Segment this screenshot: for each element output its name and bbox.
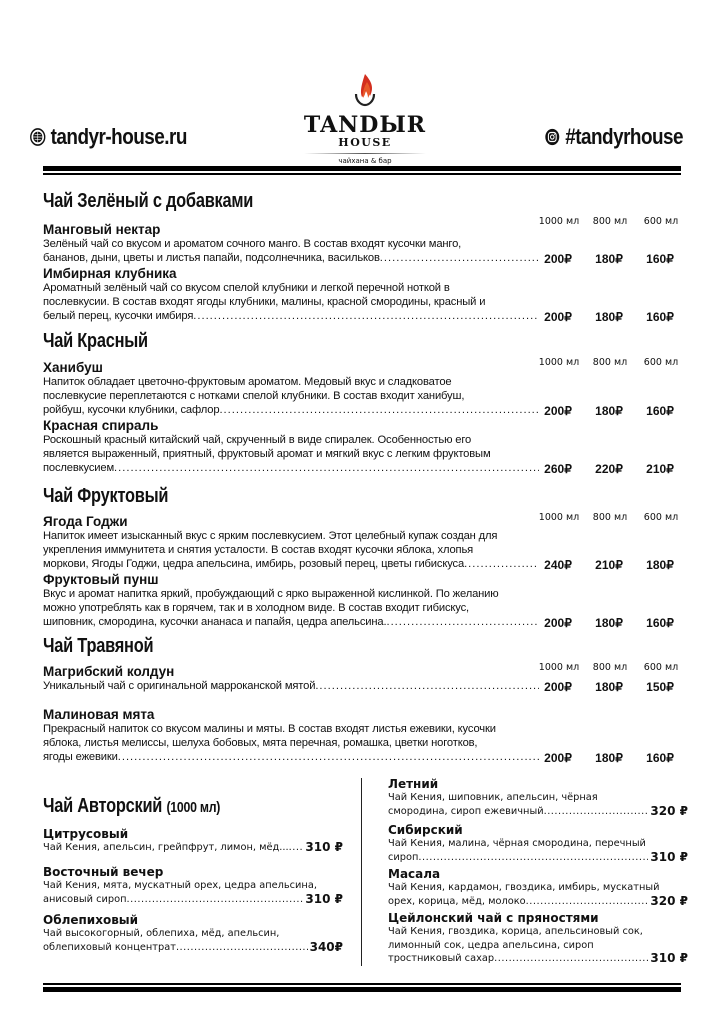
- description-line: Чай Кения, шиповник, апельсин, чёрная: [388, 792, 598, 803]
- author-item: [388, 823, 688, 864]
- size-label: 1000 мл: [538, 216, 580, 227]
- menu-item: [43, 664, 683, 693]
- menu-item: [43, 514, 683, 571]
- price-800ml: 180₽: [595, 310, 623, 324]
- description-line: послевкусие переплетаются с нотками спелой клубники. В состав входит ханибуш,: [43, 390, 465, 402]
- description-line: укрепления иммунитета и снятия усталости. В состав входят кусочки яблока, хлопья: [43, 544, 474, 556]
- author-item: [388, 777, 688, 818]
- dot-leader: [176, 941, 308, 955]
- item-description: [43, 679, 543, 693]
- price-800ml: 180₽: [595, 751, 623, 765]
- item-prices: [535, 252, 683, 266]
- instagram-link[interactable]: [544, 124, 683, 150]
- description-text: тростниковый сахар: [388, 953, 495, 964]
- description-last-line: [43, 309, 539, 323]
- menu-header: [0, 0, 723, 178]
- author-item-name: Цитрусовый: [43, 827, 129, 841]
- item-name: Ягода Годжи: [43, 514, 128, 529]
- author-item-name: Восточный вечер: [43, 865, 164, 879]
- menu-item: [43, 360, 683, 417]
- item-prices: [535, 462, 683, 476]
- size-label: 800 мл: [592, 357, 628, 368]
- price-1000ml: 200₽: [544, 310, 572, 324]
- footer-divider-thick: [43, 987, 681, 992]
- price-1000ml: 200₽: [544, 751, 572, 765]
- dot-leader: [526, 895, 649, 909]
- item-name: Ханибуш: [43, 360, 103, 375]
- item-prices: [535, 680, 683, 694]
- author-item-description: [43, 841, 343, 855]
- author-item-description: [43, 927, 343, 954]
- size-label: 600 мл: [643, 216, 679, 227]
- description-text: орех, корица, мёд, молоко: [388, 895, 526, 907]
- dot-leader: [127, 893, 304, 907]
- price-600ml: 180₽: [646, 558, 674, 572]
- section-title: Чай Зелёный с добавками: [43, 190, 254, 212]
- item-description: [43, 433, 543, 475]
- price-1000ml: 200₽: [544, 404, 572, 418]
- description-line: Чай Кения, малина, чёрная смородина, перечный: [388, 838, 646, 849]
- description-text: послевкусием: [43, 462, 115, 474]
- description-line: Чай Кения, гвоздика, корица, апельсиновый сок,: [388, 926, 643, 937]
- price-800ml: 180₽: [595, 404, 623, 418]
- item-name: Имбирная клубника: [43, 266, 177, 281]
- price-600ml: 160₽: [646, 616, 674, 630]
- dot-leader: [494, 952, 648, 966]
- author-item-price: 310 ₽: [650, 951, 688, 965]
- menu-item: [43, 707, 683, 764]
- size-label: 600 мл: [643, 662, 679, 673]
- price-600ml: 210₽: [646, 462, 674, 476]
- item-description: [43, 587, 543, 629]
- item-description: [43, 529, 543, 571]
- description-text: ройбуш, кусочки клубники, сафлор: [43, 404, 220, 416]
- description-last-line: [43, 251, 539, 265]
- logo-house: HOUSE: [338, 136, 392, 149]
- price-800ml: 180₽: [595, 252, 623, 266]
- item-prices: [535, 751, 683, 765]
- description-last-line: [43, 679, 539, 693]
- description-last-line: [388, 805, 688, 819]
- author-title: Чай Авторский: [43, 795, 163, 817]
- description-last-line: [43, 841, 343, 855]
- description-text: белый перец, кусочки имбиря: [43, 310, 194, 322]
- description-line: яблока, листья мелиссы, шелуха бобовых, мята перечная, ромашка, цветки ноготков,: [43, 737, 478, 749]
- size-label: 600 мл: [643, 357, 679, 368]
- item-description: [43, 722, 543, 764]
- price-600ml: 160₽: [646, 252, 674, 266]
- menu-item: [43, 572, 683, 629]
- logo: [300, 72, 430, 166]
- price-1000ml: 200₽: [544, 252, 572, 266]
- price-1000ml: 200₽: [544, 616, 572, 630]
- price-800ml: 220₽: [595, 462, 623, 476]
- author-item-description: [43, 879, 343, 906]
- author-item-price: 310 ₽: [305, 891, 343, 906]
- section-title-author: [43, 795, 220, 818]
- description-line: является выраженный, приятный, фруктовый аромат и мягкий вкус с легким фруктовым: [43, 448, 491, 460]
- size-label: 800 мл: [592, 512, 628, 523]
- item-description: [43, 375, 543, 417]
- author-item-description: [388, 837, 688, 864]
- size-label: 1000 мл: [538, 662, 580, 673]
- item-prices: [535, 616, 683, 630]
- dot-leader: [289, 841, 304, 855]
- author-item-name: Цейлонский чай с пряностями: [388, 911, 599, 925]
- header-divider-thick: [43, 166, 681, 171]
- menu-item: [43, 266, 683, 323]
- logo-tagline: чайхана & бар: [338, 157, 392, 165]
- dot-leader: [219, 403, 539, 417]
- section-title: Чай Травяной: [43, 635, 154, 657]
- item-name: Малиновая мята: [43, 707, 155, 722]
- description-text: бананов, дыни, цветы и листья папайи, подсолнечника, васильков: [43, 252, 380, 264]
- description-last-line: [388, 952, 688, 966]
- header-divider-thin: [43, 173, 681, 175]
- dot-leader: [544, 805, 649, 819]
- description-last-line: [43, 557, 539, 571]
- menu-item: [43, 222, 683, 265]
- description-last-line: [43, 893, 343, 907]
- website-link[interactable]: [30, 124, 187, 150]
- price-600ml: 160₽: [646, 751, 674, 765]
- section-title: Чай Красный: [43, 330, 148, 352]
- author-item: [388, 911, 688, 966]
- dot-leader: [380, 251, 539, 265]
- price-1000ml: 240₽: [544, 558, 572, 572]
- description-last-line: [388, 851, 688, 865]
- item-name: Магрибский колдун: [43, 664, 175, 679]
- author-title-note: (1000 мл): [166, 799, 221, 816]
- author-item-price: 310 ₽: [305, 840, 343, 854]
- price-600ml: 160₽: [646, 310, 674, 324]
- author-item-name: Масала: [388, 867, 441, 881]
- item-description: [43, 237, 543, 265]
- author-item-price: 320 ₽: [650, 893, 688, 908]
- description-line: Зелёный чай со вкусом и ароматом сочного манго. В состав входят кусочки манго,: [43, 238, 462, 250]
- size-label: 1000 мл: [538, 357, 580, 368]
- item-name: Манговый нектар: [43, 222, 161, 237]
- item-name: Красная спираль: [43, 418, 159, 433]
- dot-leader: [386, 615, 539, 629]
- description-last-line: [43, 750, 539, 764]
- description-line: можно употреблять как в горячем, так и в холодном виде. В состав входит гибискус,: [43, 602, 469, 614]
- description-text: смородина, сироп ежевичный: [388, 805, 544, 817]
- author-item-name: Сибирский: [388, 823, 463, 837]
- description-last-line: [43, 941, 343, 955]
- description-line: лимонный сок, цедра апельсина, сироп: [388, 939, 594, 951]
- author-item: [43, 827, 343, 855]
- author-item-price: 310 ₽: [650, 849, 688, 864]
- description-text: Уникальный чай с оригинальной марроканской мятой: [43, 680, 316, 692]
- price-600ml: 160₽: [646, 404, 674, 418]
- size-label: 800 мл: [592, 216, 628, 227]
- logo-brand: TANDЫR: [303, 112, 427, 138]
- size-label: 600 мл: [643, 512, 679, 523]
- description-text: сироп: [388, 851, 419, 863]
- size-label: 1000 мл: [538, 512, 580, 523]
- menu-item: [43, 418, 683, 475]
- author-item-price: 340₽: [309, 939, 343, 954]
- instagram-icon: [544, 128, 559, 146]
- description-line: Напиток обладает цветочно-фруктовым ароматом. Медовый вкус и сладковатое: [43, 376, 452, 388]
- price-800ml: 180₽: [595, 680, 623, 694]
- description-text: ягоды ежевики: [43, 751, 118, 763]
- item-prices: [535, 404, 683, 418]
- dot-leader: [114, 461, 539, 475]
- description-line: послевкусии. В состав входят ягоды клубники, малины, красной смородины, красный и: [43, 296, 486, 308]
- description-line: Чай высокогорный, облепиха, мёд, апельсин,: [43, 928, 280, 939]
- description-text: облепиховый концентрат: [43, 941, 176, 953]
- description-line: Ароматный зелёный чай со вкусом спелой клубники и легкой перечной ноткой в: [43, 282, 450, 294]
- item-prices: [535, 310, 683, 324]
- description-text: анисовый сироп: [43, 893, 127, 905]
- description-line: Чай Кения, мята, мускатный орех, цедра апельсина,: [43, 880, 317, 891]
- description-text: шиповник, смородина, кусочки ананаса и папайя, цедра апельсина.: [43, 616, 387, 628]
- logo-rule: [304, 153, 426, 154]
- description-last-line: [43, 403, 539, 417]
- item-description: [43, 281, 543, 323]
- dot-leader: [418, 851, 648, 865]
- author-item-price: 320 ₽: [650, 803, 688, 818]
- dot-leader: [193, 309, 539, 323]
- footer-divider-thin: [43, 983, 681, 985]
- description-text: моркови, Ягоды Годжи, цедра апельсина, имбирь, розовый перец, цветы гибискуса: [43, 558, 465, 570]
- description-last-line: [388, 895, 688, 909]
- author-item: [43, 913, 343, 954]
- size-label: 800 мл: [592, 662, 628, 673]
- author-item-description: [388, 925, 688, 966]
- dot-leader: [118, 750, 539, 764]
- price-1000ml: 200₽: [544, 680, 572, 694]
- dot-leader: [315, 679, 539, 693]
- column-divider: [361, 778, 362, 966]
- price-800ml: 180₽: [595, 616, 623, 630]
- price-600ml: 150₽: [646, 680, 674, 694]
- description-text: Чай Кения, апельсин, грейпфрут, лимон, мёд...: [43, 842, 289, 853]
- description-last-line: [43, 615, 539, 629]
- price-1000ml: 260₽: [544, 462, 572, 476]
- section-title: Чай Фруктовый: [43, 485, 169, 507]
- website-text: tandyr-house.ru: [50, 124, 187, 149]
- instagram-text: #tandyrhouse: [565, 124, 683, 149]
- author-item: [43, 865, 343, 906]
- description-last-line: [43, 461, 539, 475]
- author-item-name: Облепиховый: [43, 913, 139, 927]
- description-line: Роскошный красный китайский чай, скрученный в виде спиралек. Особенностью его: [43, 434, 472, 446]
- flame-icon: [350, 72, 380, 108]
- price-800ml: 210₽: [595, 558, 623, 572]
- description-line: Чай Кения, кардамон, гвоздика, имбирь, мускатный: [388, 882, 660, 893]
- description-line: Напиток имеет изысканный вкус с ярким послевкусием. Этот целебный купаж создан для: [43, 530, 498, 542]
- description-line: Прекрасный напиток со вкусом малины и мяты. В состав входят листья ежевики, кусочки: [43, 723, 496, 735]
- item-name: Фруктовый пунш: [43, 572, 159, 587]
- globe-icon: [30, 128, 45, 146]
- author-item-description: [388, 791, 688, 818]
- author-item-name: Летний: [388, 777, 439, 791]
- description-line: Вкус и аромат напитка яркий, пробуждающий с ярко выраженной кислинкой. По желанию: [43, 588, 499, 600]
- author-item: [388, 867, 688, 908]
- dot-leader: [464, 557, 539, 571]
- author-item-description: [388, 881, 688, 908]
- item-prices: [535, 558, 683, 572]
